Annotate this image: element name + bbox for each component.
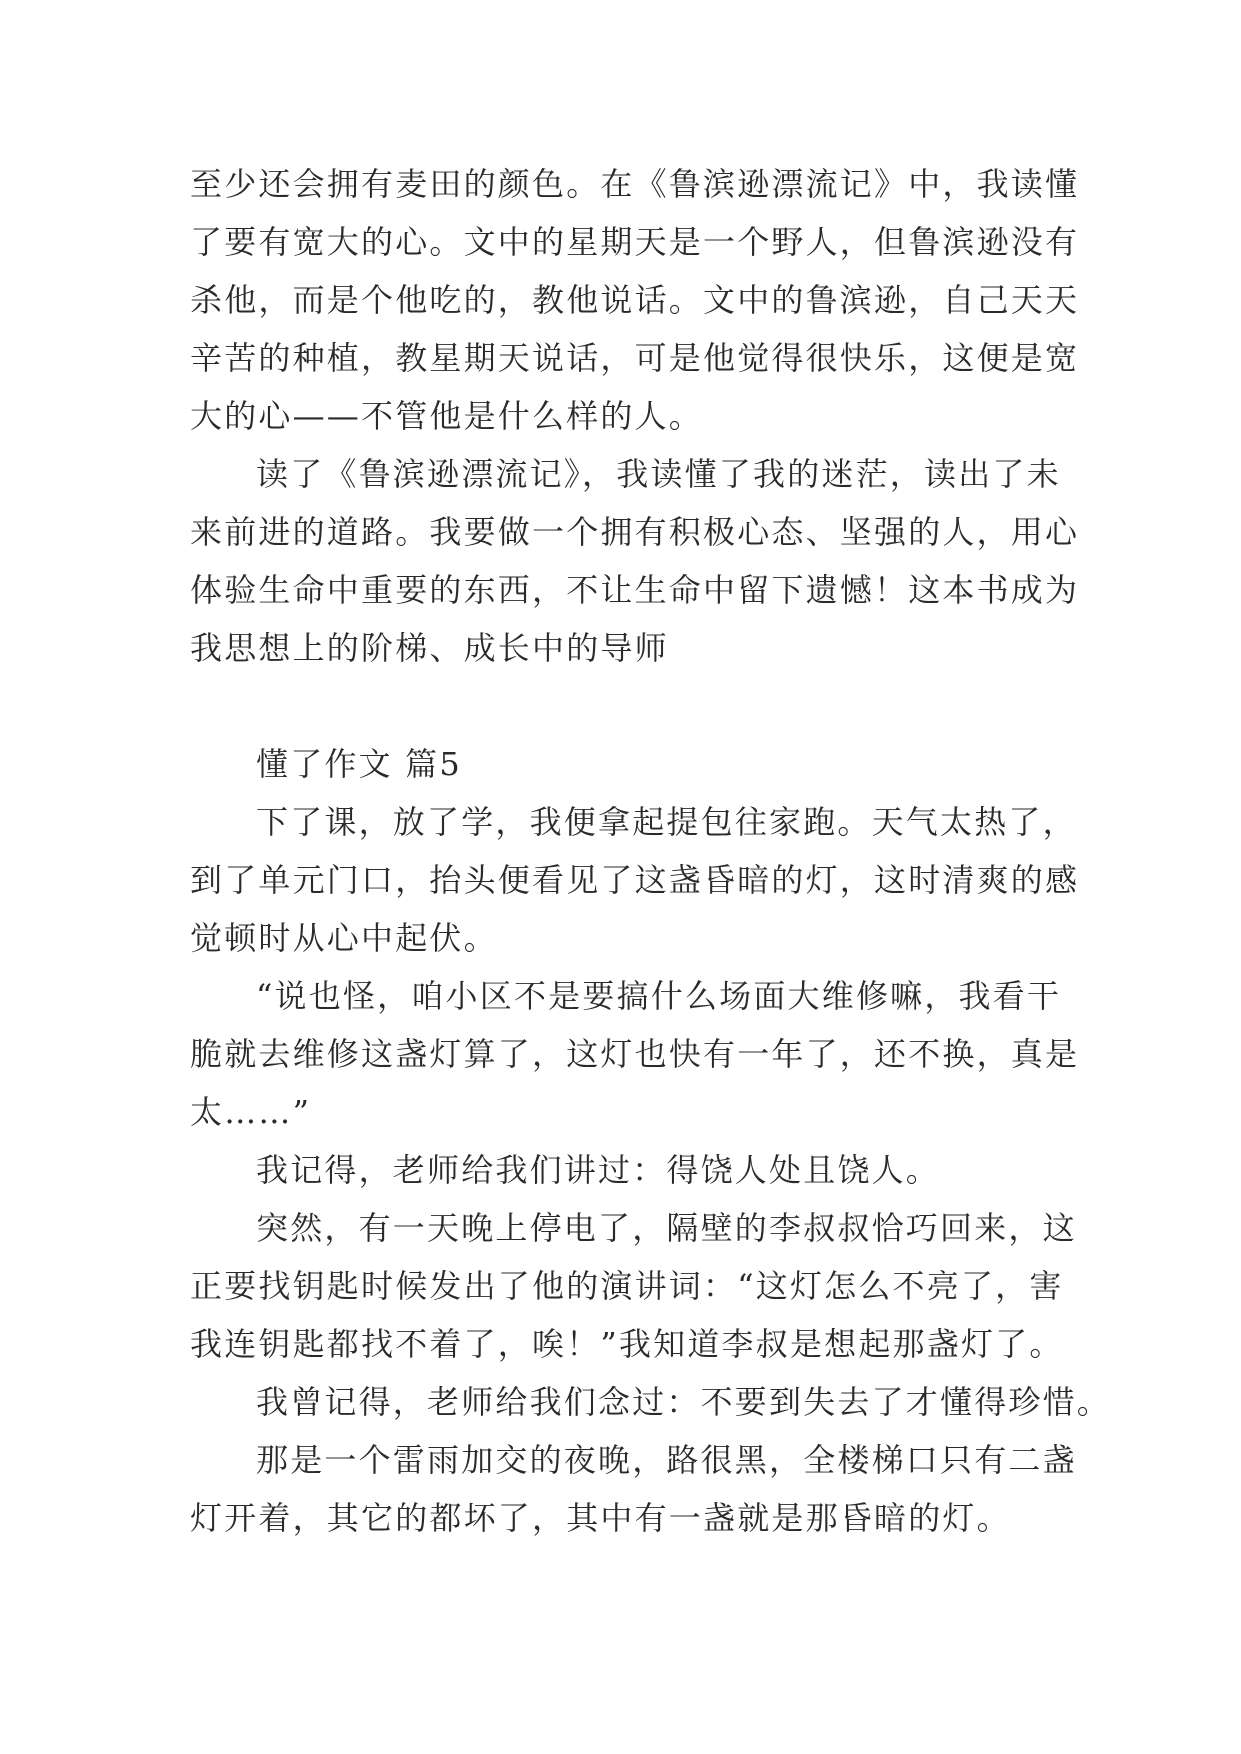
text-line: “说也怪，咱小区不是要搞什么场面大维修嘛，我看干 [256, 977, 1062, 1015]
text-line: 那是一个雷雨加交的夜晚，路很黑，全楼梯口只有二盏 [256, 1441, 1077, 1479]
text-line: 杀他，而是个他吃的，教他说话。文中的鲁滨逊，自己天天 [190, 281, 1080, 319]
text-line: 读了《鲁滨逊漂流记》，我读懂了我的迷茫，读出了未 [256, 455, 1061, 493]
text-line: 了要有宽大的心。文中的星期天是一个野人，但鲁滨逊没有 [190, 223, 1080, 261]
text-line: 大的心——不管他是什么样的人。 [190, 397, 704, 435]
text-line: 觉顿时从心中起伏。 [190, 919, 498, 957]
section-heading: 懂了作文 篇5 [256, 745, 462, 783]
text-line: 正要找钥匙时候发出了他的演讲词：“这灯怎么不亮了，害 [190, 1267, 1064, 1305]
text-line: 至少还会拥有麦田的颜色。在《鲁滨逊漂流记》中，我读懂 [190, 165, 1080, 203]
text-line: 我思想上的阶梯、成长中的导师 [190, 629, 669, 667]
text-line: 来前进的道路。我要做一个拥有积极心态、坚强的人，用心 [190, 513, 1080, 551]
text-line: 我连钥匙都找不着了，唉！”我知道李叔是想起那盏灯了。 [190, 1325, 1064, 1363]
text-line: 突然，有一天晚上停电了，隔壁的李叔叔恰巧回来，这 [256, 1209, 1077, 1247]
text-line: 脆就去维修这盏灯算了，这灯也快有一年了，还不换，真是 [190, 1035, 1080, 1073]
text-line: 我记得，老师给我们讲过：得饶人处且饶人。 [256, 1151, 941, 1189]
text-line: 下了课，放了学，我便拿起提包往家跑。天气太热了， [256, 803, 1077, 841]
text-line: 我曾记得，老师给我们念过：不要到失去了才懂得珍惜。 [256, 1383, 1112, 1421]
text-line: 辛苦的种植，教星期天说话，可是他觉得很快乐，这便是宽 [190, 339, 1080, 377]
text-line: 太……” [190, 1093, 312, 1131]
text-line: 体验生命中重要的东西，不让生命中留下遗憾！这本书成为 [190, 571, 1080, 609]
text-line: 到了单元门口，抬头便看见了这盏昏暗的灯，这时清爽的感 [190, 861, 1080, 899]
text-line: 灯开着，其它的都坏了，其中有一盏就是那昏暗的灯。 [190, 1499, 1011, 1537]
